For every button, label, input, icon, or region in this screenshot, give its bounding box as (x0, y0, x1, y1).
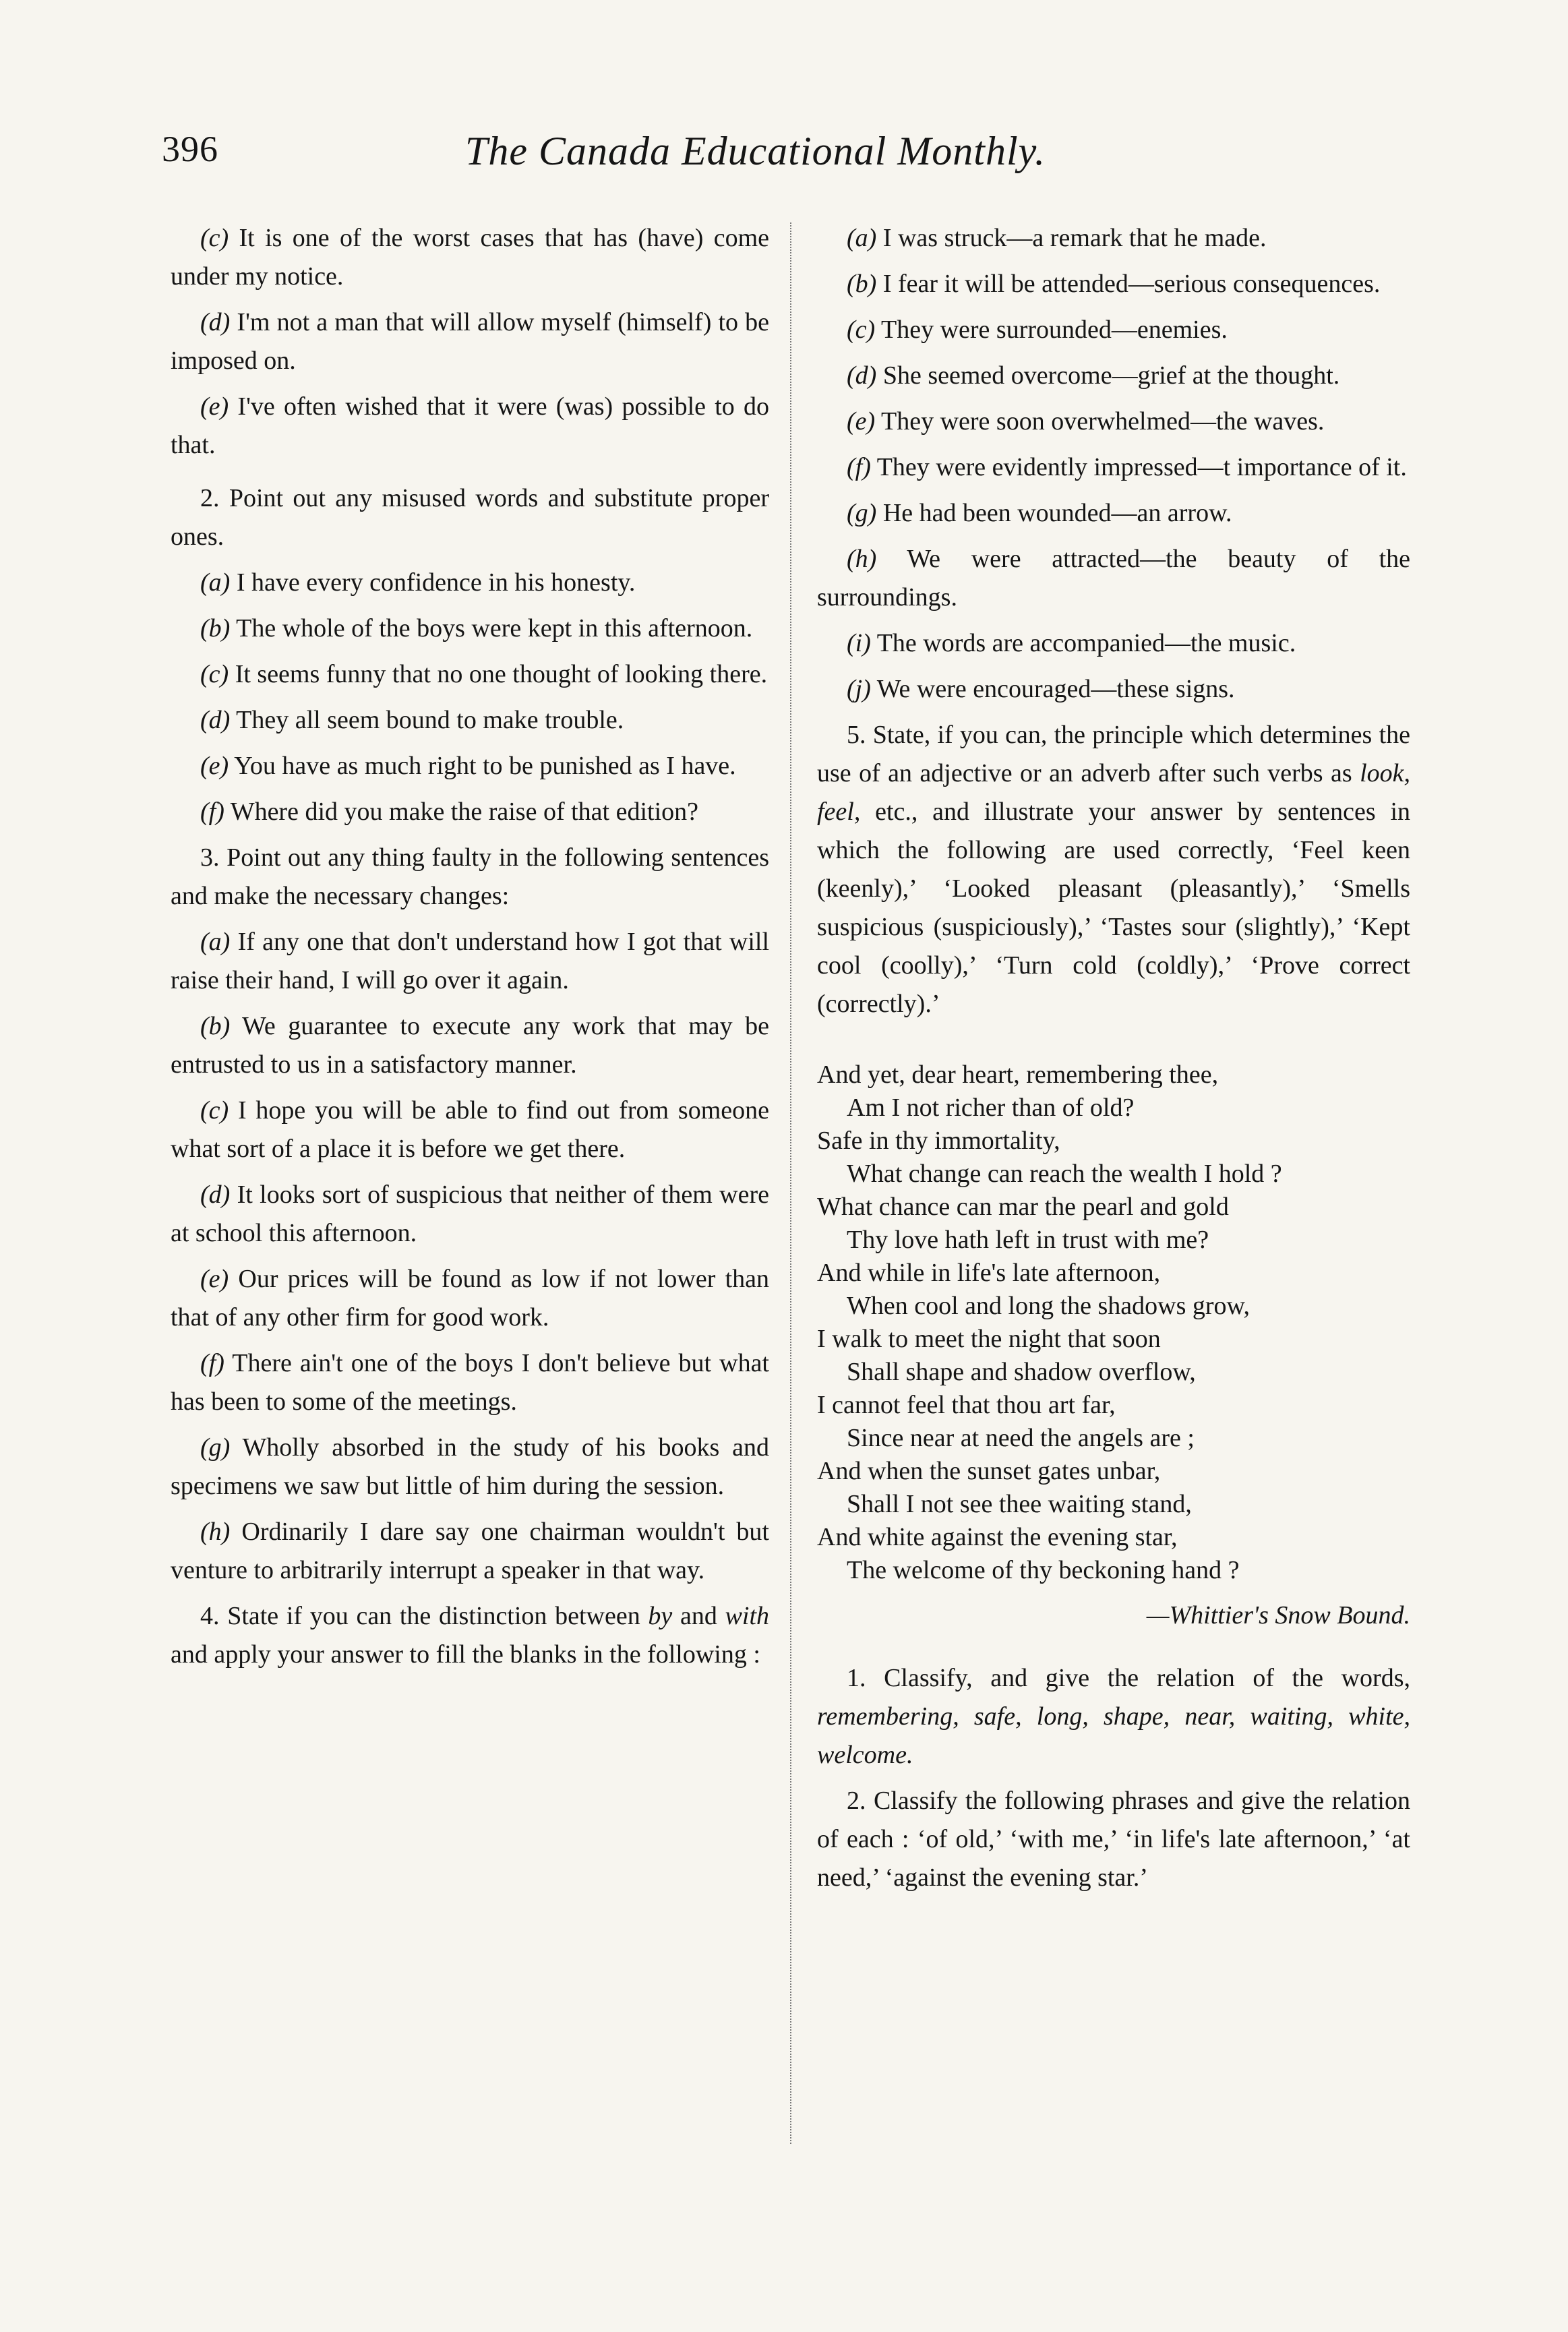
item-text: We were encouraged—these signs. (876, 675, 1235, 703)
italic-word: feel, (817, 798, 861, 826)
poem-line: The welcome of thy beckoning hand ? (847, 1556, 1240, 1584)
column-divider (790, 222, 791, 2144)
italic-word: by (648, 1602, 673, 1630)
item-label: (h) (200, 1518, 231, 1546)
item-text: We were attracted—the beauty of the surroundings. (817, 545, 1410, 611)
item-label: (e) (200, 392, 229, 421)
item-label: (b) (200, 1012, 231, 1040)
poem-attribution: —Whittier's Snow Bound. (1146, 1601, 1410, 1630)
left-column (171, 219, 769, 1681)
exercise-item (171, 1429, 769, 1505)
poem-line: Since near at need the angels are ; (847, 1424, 1195, 1452)
poem-line: What change can reach the wealth I hold ? (847, 1160, 1282, 1188)
item-label: (e) (200, 1265, 229, 1293)
item-text: It looks sort of suspicious that neither of them were at school this afternoon. (171, 1180, 770, 1247)
exercise-item (171, 747, 769, 785)
poem-line: I cannot feel that thou art far, (817, 1391, 1116, 1419)
poem-line: Thy love hath left in trust with me? (847, 1226, 1209, 1254)
question-2: 2. Point out any misused words and substitute proper ones. (171, 484, 769, 551)
exercise-item (817, 624, 1410, 663)
exercise-item (171, 388, 769, 465)
exercise-item (817, 357, 1410, 395)
item-label: (c) (847, 316, 876, 344)
item-text: We guarantee to execute any work that may be entrusted to us in a satisfactory manner. (171, 1012, 769, 1079)
item-text: They were soon overwhelmed—the waves. (881, 407, 1325, 436)
poem-line: Safe in thy immortality, (817, 1127, 1060, 1155)
item-label: (c) (200, 660, 229, 688)
exercise-item (171, 1092, 769, 1168)
item-text: They all seem bound to make trouble. (236, 706, 624, 734)
item-label: (d) (200, 308, 231, 336)
item-text: The whole of the boys were kept in this afternoon. (236, 614, 753, 642)
item-label: (e) (200, 752, 229, 780)
exercise-item (817, 540, 1410, 617)
item-label: (d) (847, 361, 877, 390)
exercise-item (171, 793, 769, 831)
item-label: (c) (200, 1096, 229, 1125)
item-text: They were surrounded—enemies. (881, 316, 1228, 344)
exercise-item (817, 402, 1410, 441)
item-text: She seemed overcome—grief at the thought. (882, 361, 1340, 390)
page-number: 396 (162, 129, 218, 169)
poem-line: And when the sunset gates unbar, (817, 1457, 1161, 1485)
item-label: (e) (847, 407, 876, 436)
exercise-item (171, 701, 769, 740)
item-text: I've often wished that it were (was) possible to do that. (171, 392, 770, 459)
item-text: I fear it will be attended—serious consequences. (882, 270, 1381, 298)
item-text: I hope you will be able to find out from someone what sort of a place it is before we get there. (171, 1096, 769, 1163)
item-label: (f) (847, 453, 871, 481)
right-column (817, 219, 1410, 1905)
item-label: (f) (200, 1349, 224, 1377)
poem-line: Shall I not see thee waiting stand, (847, 1490, 1192, 1518)
poem-line: What chance can mar the pearl and gold (817, 1193, 1229, 1221)
poem-question-1 (817, 1659, 1410, 1774)
item-label: (g) (200, 1433, 231, 1462)
poem-line: Am I not richer than of old? (847, 1094, 1135, 1122)
italic-word: with (725, 1602, 770, 1630)
poem-line: I walk to meet the night that soon (817, 1325, 1161, 1353)
question-text: 4. State if you can the distinction between (200, 1602, 640, 1630)
poem-line: And yet, dear heart, remembering thee, (817, 1060, 1219, 1089)
question-text: 5. State, if you can, the principle which determines the use of an adjective or an adverb after such verbs as (817, 721, 1410, 787)
item-label: (d) (200, 706, 231, 734)
poem-line: Shall shape and shadow overflow, (847, 1358, 1196, 1386)
exercise-item (171, 1176, 769, 1253)
item-label: (b) (847, 270, 877, 298)
item-text: Wholly absorbed in the study of his books and specimens we saw but little of him during the session. (171, 1433, 769, 1500)
exercise-item (817, 494, 1410, 533)
item-label: (j) (847, 675, 871, 703)
item-label: (f) (200, 798, 224, 826)
exercise-item (171, 1260, 769, 1337)
italic-words: remembering, safe, long, shape, near, waiting, white, welcome. (817, 1702, 1410, 1769)
item-text: I have every confidence in his honesty. (236, 568, 636, 597)
poem-line: When cool and long the shadows grow, (847, 1292, 1250, 1320)
question-text: and apply your answer to fill the blanks in the following : (171, 1640, 760, 1669)
item-text: The words are accompanied—the music. (876, 629, 1296, 657)
question-text: 1. Classify, and give the relation of the words, (847, 1664, 1410, 1692)
item-text: They were evidently impressed—t importance of it. (876, 453, 1407, 481)
item-label: (c) (200, 224, 229, 252)
poem-line: And while in life's late afternoon, (817, 1259, 1161, 1287)
exercise-item (171, 219, 769, 296)
item-text: I was struck—a remark that he made. (882, 224, 1267, 252)
italic-word: look, (1360, 759, 1410, 787)
item-text: Our prices will be found as low if not lower than that of any other firm for good work. (171, 1265, 769, 1332)
item-label: (g) (847, 499, 877, 527)
poem-block (817, 1058, 1410, 1587)
item-label: (b) (200, 614, 231, 642)
item-text: It seems funny that no one thought of looking there. (235, 660, 768, 688)
poem-question-2: 2. Classify the following phrases and give the relation of each : ‘of old,’ ‘with me,’ ‘in life's late afternoon,’ ‘at need,’ ‘against the evening star.’ (817, 1787, 1410, 1892)
question-text: and (680, 1602, 717, 1630)
exercise-item (171, 303, 769, 380)
exercise-item (817, 670, 1410, 709)
exercise-item (171, 655, 769, 694)
item-label: (a) (847, 224, 877, 252)
item-text: Ordinarily I dare say one chairman wouldn't but venture to arbitrarily interrupt a speaker in that way. (171, 1518, 769, 1584)
question-5 (817, 716, 1410, 1023)
exercise-item (817, 448, 1410, 487)
item-text: You have as much right to be punished as I have. (234, 752, 736, 780)
exercise-item (171, 1513, 769, 1590)
page-header (162, 128, 1146, 189)
item-label: (a) (200, 568, 231, 597)
item-text: Where did you make the raise of that edition? (230, 798, 699, 826)
exercise-item (171, 1007, 769, 1084)
item-text: I'm not a man that will allow myself (himself) to be imposed on. (171, 308, 769, 375)
item-text: There ain't one of the boys I don't believe but what has been to some of the meetings. (171, 1349, 769, 1416)
question-text: etc., and illustrate your answer by sentences in which the following are used correctly, ‘Feel keen (keenly),’ ‘Looked pleasant (pleasantly),’ ‘Smells suspicious (suspiciously),’ ‘Tastes sour (slightly),’ ‘Kept cool (coolly),’ ‘Turn cold (coldly),’ ‘Prove correct (correctly).’ (817, 798, 1411, 1018)
item-label: (i) (847, 629, 871, 657)
item-text: He had been wounded—an arrow. (882, 499, 1232, 527)
exercise-item (817, 311, 1410, 349)
exercise-item (171, 564, 769, 602)
question-3: 3. Point out any thing faulty in the following sentences and make the necessary changes: (171, 843, 769, 910)
item-text: It is one of the worst cases that has (have) come under my notice. (171, 224, 769, 291)
exercise-item (817, 265, 1410, 303)
item-text: If any one that don't understand how I got that will raise their hand, I will go over it again. (171, 928, 770, 994)
exercise-item (171, 923, 769, 1000)
item-label: (a) (200, 928, 231, 956)
exercise-item (171, 1344, 769, 1421)
question-4 (171, 1597, 769, 1674)
item-label: (d) (200, 1180, 231, 1209)
exercise-item (817, 219, 1410, 258)
running-title: The Canada Educational Monthly. (465, 129, 1046, 173)
item-label: (h) (847, 545, 877, 573)
exercise-item (171, 609, 769, 648)
poem-line: And white against the evening star, (817, 1523, 1178, 1551)
